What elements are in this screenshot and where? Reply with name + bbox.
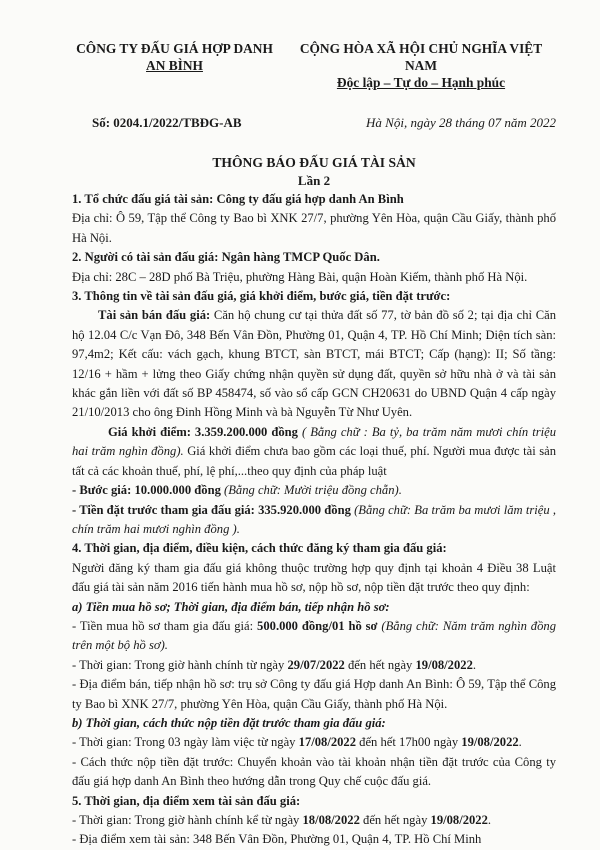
document-number: Số: 0204.1/2022/TBĐG-AB (92, 115, 242, 130)
dossier-sale-time (72, 656, 556, 675)
deposit (72, 501, 556, 540)
dossier-fee (72, 617, 556, 656)
place-date: Hà Nội, ngày 28 tháng 07 năm 2022 (366, 115, 556, 130)
organization-name-line2: AN BÌNH (146, 58, 203, 73)
bid-step-label: - Bước giá: 10.000.000 đồng (72, 483, 221, 498)
reference-line (72, 115, 556, 131)
asset-text: Căn hộ chung cư tại thửa đất số 77, tờ bản đồ số 2; tại địa chỉ Căn hộ 12.04 C/c Vạn Đô, 348 Bến Vân Đồn, Phường 01, Quận 4, TP. Hồ Chí Minh; Diện tích sàn: 97,4m2; Kết cấu: vách gạch, khung BTCT, sàn BTCT, mái BTCT; Cấp (hạng): II; Số tầng: 12/16 + hầm + lửng theo Giấy chứng nhận quyền sử dụng đất, quyền sở hữu nhà ở và tài sản khác gắn liền với đất số BP 458474, số vào sổ cấp GCN CH20631 do UBND Quận 4 cấp ngày 21/10/2013 cho ông Đinh Hồng Minh và bà Nguyễn Từ Như Uyên. (72, 308, 557, 420)
deposit-end-date: 19/08/2022 (461, 735, 519, 750)
deposit-time-end: . (518, 735, 522, 750)
viewing-time-mid: đến hết ngày (359, 813, 431, 827)
viewing-time (72, 811, 556, 830)
national-motto-block (286, 40, 556, 91)
sale-time-end: . (472, 657, 477, 672)
dossier-fee-amount: 500.000 đồng/01 hồ sơ (257, 618, 378, 633)
section-2-address: Địa chỉ: 28C – 28D phố Bà Triệu, phường Hàng Bài, quận Hoàn Kiếm, thành phố Hà Nội. (72, 269, 528, 284)
section-4b-heading: b) Thời gian, cách thức nộp tiền đặt trước tham gia đấu giá: (72, 715, 386, 730)
dossier-fee-words: (Bằng chữ: Năm trăm nghìn đồng trên một bộ hồ sơ). (72, 618, 556, 653)
starting-price-label: Giá khởi điểm: 3.359.200.000 đồng (108, 424, 298, 439)
dossier-fee-label: - Tiền mua hồ sơ tham gia đấu giá: (72, 618, 258, 633)
deposit-words: (Bằng chữ: Ba trăm ba mươi lăm triệu , chín trăm hai mươi nghìn đồng ). (72, 502, 556, 536)
bid-step (72, 481, 556, 500)
section-1-heading: 1. Tổ chức đấu giá tài sản: Công ty đấu giá hợp danh An Bình (72, 192, 404, 206)
section-5-heading: 5. Thời gian, địa điểm xem tài sản đấu giá: (72, 793, 301, 808)
sale-start-date: 29/07/2022 (287, 657, 345, 672)
national-title: CỘNG HÒA XÃ HỘI CHỦ NGHĨA VIỆT NAM (299, 41, 543, 73)
sale-end-date: 19/08/2022 (415, 657, 473, 672)
document-subtitle: Lần 2 (297, 173, 331, 188)
section-2-heading: 2. Người có tài sản đấu giá: Ngân hàng TMCP Quốc Dân. (72, 250, 380, 265)
asset-description (72, 306, 556, 422)
viewing-time-end: . (487, 813, 492, 827)
viewing-place: - Địa điểm xem tài sản: 348 Bến Vân Đồn, Phường 01, Quận 4, TP. Hồ Chí Minh (72, 832, 482, 847)
section-4-intro: Người đăng ký tham gia đấu giá không thuộc trường hợp quy định tại khoản 4 Điều 38 Luật đấu giá tài sản năm 2016 tiến hành mua hồ sơ, nộp hồ sơ, nộp tiền đặt trước theo quy định: (72, 560, 556, 595)
starting-price-note: Giá khởi điểm chưa bao gồm các loại thuế, phí. Người mua được tài sản tất cả các khoản thuế, phí, lệ phí,...theo quy định của pháp luật (72, 444, 557, 478)
viewing-end-date: 19/08/2022 (430, 813, 488, 827)
organization-name: CÔNG TY ĐẤU GIÁ HỢP DANH (76, 41, 273, 56)
deposit-label: - Tiền đặt trước tham gia đấu giá: 335.920.000 đồng (72, 502, 351, 517)
section-1-address: Địa chỉ: Ô 59, Tập thể Công ty Bao bì XNK 27/7, phường Yên Hòa, quận Cầu Giấy, thành phố Hà Nội. (72, 211, 556, 245)
document-title: THÔNG BÁO ĐẤU GIÁ TÀI SẢN (212, 155, 416, 170)
section-4-heading: 4. Thời gian, địa điểm, điều kiện, cách thức đăng ký tham gia đấu giá: (72, 541, 447, 556)
bid-step-words: (Bằng chữ: Mười triệu đồng chẵn). (220, 483, 402, 498)
starting-price (72, 423, 556, 481)
sale-time-mid: đến hết ngày (344, 657, 416, 672)
deposit-time (72, 733, 556, 752)
dossier-sale-place: - Địa điểm bán, tiếp nhận hồ sơ: trụ sở Công ty đấu giá Hợp danh An Bình: Ô 59, Tập thể Công ty Bao bì XNK 27/7, phường Yên Hòa, quận Cầu Giấy, thành phố Hà Nội. (72, 677, 556, 711)
section-3-heading: 3. Thông tin về tài sản đấu giá, giá khởi điểm, bước giá, tiền đặt trước: (72, 289, 451, 304)
national-motto: Độc lập – Tự do – Hạnh phúc (336, 75, 506, 90)
sale-time-label: - Thời gian: Trong giờ hành chính từ ngày (72, 657, 288, 672)
section-4a-heading: a) Tiền mua hồ sơ; Thời gian, địa điểm bán, tiếp nhận hồ sơ: (72, 599, 390, 614)
viewing-time-label: - Thời gian: Trong giờ hành chính kể từ ngày (72, 813, 303, 827)
deposit-time-mid: đến hết 17h00 ngày (356, 735, 462, 750)
deposit-start-date: 17/08/2022 (298, 735, 357, 750)
document-header (72, 0, 556, 91)
starting-price-words: ( Bằng chữ : Ba tỷ, ba trăm năm mươi chín triệu hai trăm nghìn đồng). (72, 424, 556, 459)
deposit-method: - Cách thức nộp tiền đặt trước: Chuyển khoản vào tài khoản nhận tiền đặt trước của Công ty đấu giá hợp danh An Bình theo hướng dẫn trong Quy chế cuộc đấu giá. (72, 754, 556, 789)
viewing-start-date: 18/08/2022 (302, 813, 360, 827)
organization-block (72, 40, 277, 91)
document-body (72, 190, 556, 850)
asset-label: Tài sản bán đấu giá: (98, 308, 211, 323)
deposit-time-label: - Thời gian: Trong 03 ngày làm việc từ ngày (72, 735, 299, 750)
